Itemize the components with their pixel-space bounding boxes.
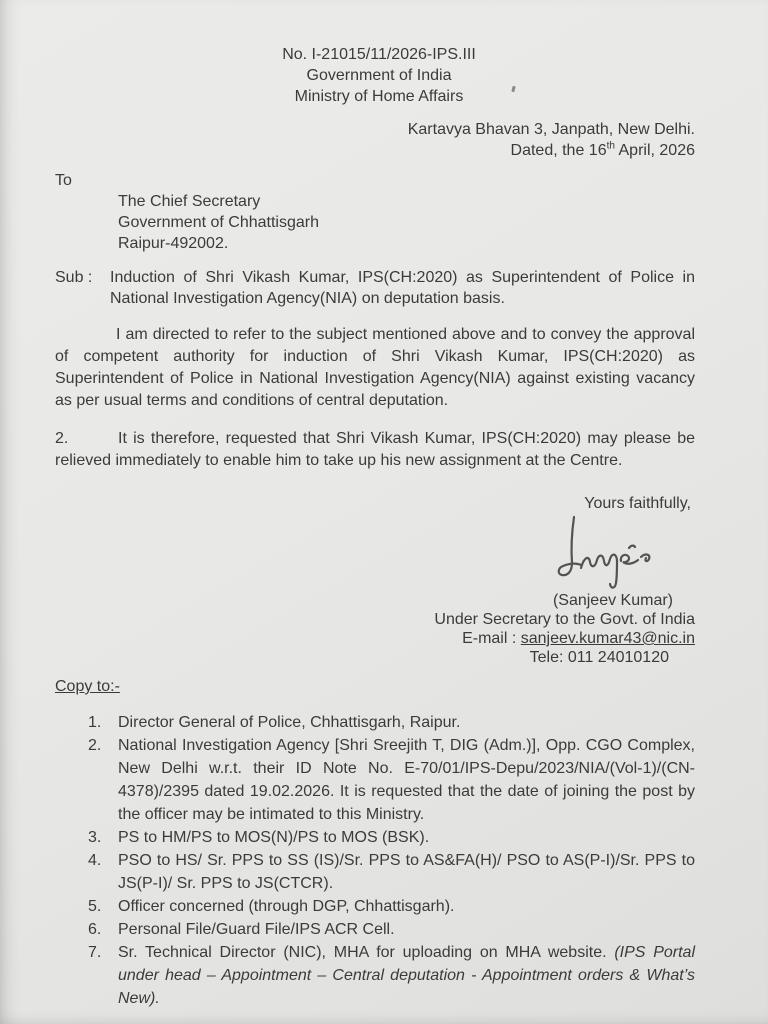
email-label: E-mail :	[462, 630, 521, 647]
copy-item	[88, 895, 695, 918]
to-label: To	[55, 172, 72, 189]
office-address: Kartavya Bhavan 3, Janpath, New Delhi.	[407, 121, 695, 138]
recipient-address	[118, 191, 695, 254]
copy-item-number: 4.	[88, 852, 102, 869]
reference-number: No. I-21015/11/2026-IPS.III	[282, 46, 476, 63]
copy-item-text: PS to HM/PS to MOS(N)/PS to MOS (BSK).	[118, 829, 430, 846]
body-paragraph-1: I am directed to refer to the subject mentioned above and to convey the approval of competent authority for induction of Shri Vikash Kumar, IPS(CH:2020) as Superintendent of Police in National Investigation Agency(NIA) against existing vacancy as per usual terms and conditions of central deputation.	[55, 326, 695, 409]
recipient-line: Raipur-492002.	[118, 235, 229, 252]
telephone-line: Tele: 011 24010120	[529, 649, 669, 666]
copy-item-text: Director General of Police, Chhattisgarh, Raipur.	[118, 714, 461, 731]
letter-date	[55, 140, 695, 161]
email-address: sanjeev.kumar43@nic.in	[520, 630, 695, 647]
copy-item	[88, 918, 695, 941]
closing-block	[55, 494, 695, 667]
signer-name: (Sanjeev Kumar)	[552, 592, 673, 609]
recipient-block	[55, 170, 695, 254]
copy-item-number: 2.	[88, 737, 102, 754]
copy-item-text: National Investigation Agency [Shri Sreejith T, DIG (Adm.)], Opp. CGO Complex, New Delhi w.r.t. their ID Note No. E-70/01/IPS-Depu/2023/NIA/(Vol-1)/(CN-4378)/2395 dated 19.02.2026. It is requested that the date of joining the post by the officer may be intimated to this Ministry.	[118, 737, 695, 823]
copy-item-text: Officer concerned (through DGP, Chhattisgarh).	[118, 898, 455, 915]
copy-item-number: 7.	[88, 944, 102, 961]
copy-item	[88, 734, 695, 826]
paragraph-number: 2.	[55, 430, 69, 447]
signer-title: Under Secretary to the Govt. of India	[434, 611, 695, 628]
date-suffix: April, 2026	[614, 142, 695, 159]
copy-item	[88, 849, 695, 895]
subject-label: Sub :	[55, 269, 93, 286]
copy-to-list	[88, 711, 695, 1010]
body-paragraph-2	[55, 428, 695, 472]
recipient-line: The Chief Secretary	[118, 193, 261, 210]
letterhead	[63, 44, 695, 107]
subject-row	[55, 267, 695, 309]
date-prefix: Dated, the 16	[510, 142, 607, 159]
copy-item-text: PSO to HS/ Sr. PPS to SS (IS)/Sr. PPS to AS&FA(H)/ PSO to AS(P-I)/Sr. PPS to JS(P-I)/ Sr. PPS to JS(CTCR).	[118, 852, 695, 892]
email-line	[55, 629, 695, 648]
subject-text: Induction of Shri Vikash Kumar, IPS(CH:2020) as Superintendent of Police in National Investigation Agency(NIA) on deputation basis.	[110, 269, 695, 307]
copy-to-heading: Copy to:-	[55, 678, 120, 695]
government-name: Government of India	[306, 67, 452, 84]
copy-item-text	[118, 941, 695, 1010]
copy-item-number: 3.	[88, 829, 102, 846]
copy-item-number: 1.	[88, 714, 102, 731]
copy-item-text-italic: (IPS Portal under head – Appointment – Central deputation - Appointment orders & What’s New).	[118, 944, 696, 1007]
date-ordinal: th	[606, 140, 615, 152]
recipient-line: Government of Chhattisgarh	[118, 214, 319, 231]
copy-item-number: 6.	[88, 921, 102, 938]
copy-item	[88, 711, 695, 734]
handwritten-signature-icon	[517, 513, 677, 593]
paragraph-text: It is therefore, requested that Shri Vikash Kumar, IPS(CH:2020) may please be relieved immediately to enable him to take up his new assignment at the Centre.	[55, 430, 695, 469]
copy-item	[88, 941, 695, 1010]
closing-salutation: Yours faithfully,	[584, 495, 691, 512]
copy-item-text-roman: Sr. Technical Director (NIC), MHA for uploading on MHA website.	[118, 944, 615, 961]
copy-item	[88, 826, 695, 849]
copy-item-text: Personal File/Guard File/IPS ACR Cell.	[118, 921, 395, 938]
ministry-name: Ministry of Home Affairs	[294, 88, 464, 105]
copy-item-number: 5.	[88, 898, 102, 915]
address-date-block	[55, 119, 695, 161]
signature-area	[55, 515, 695, 591]
